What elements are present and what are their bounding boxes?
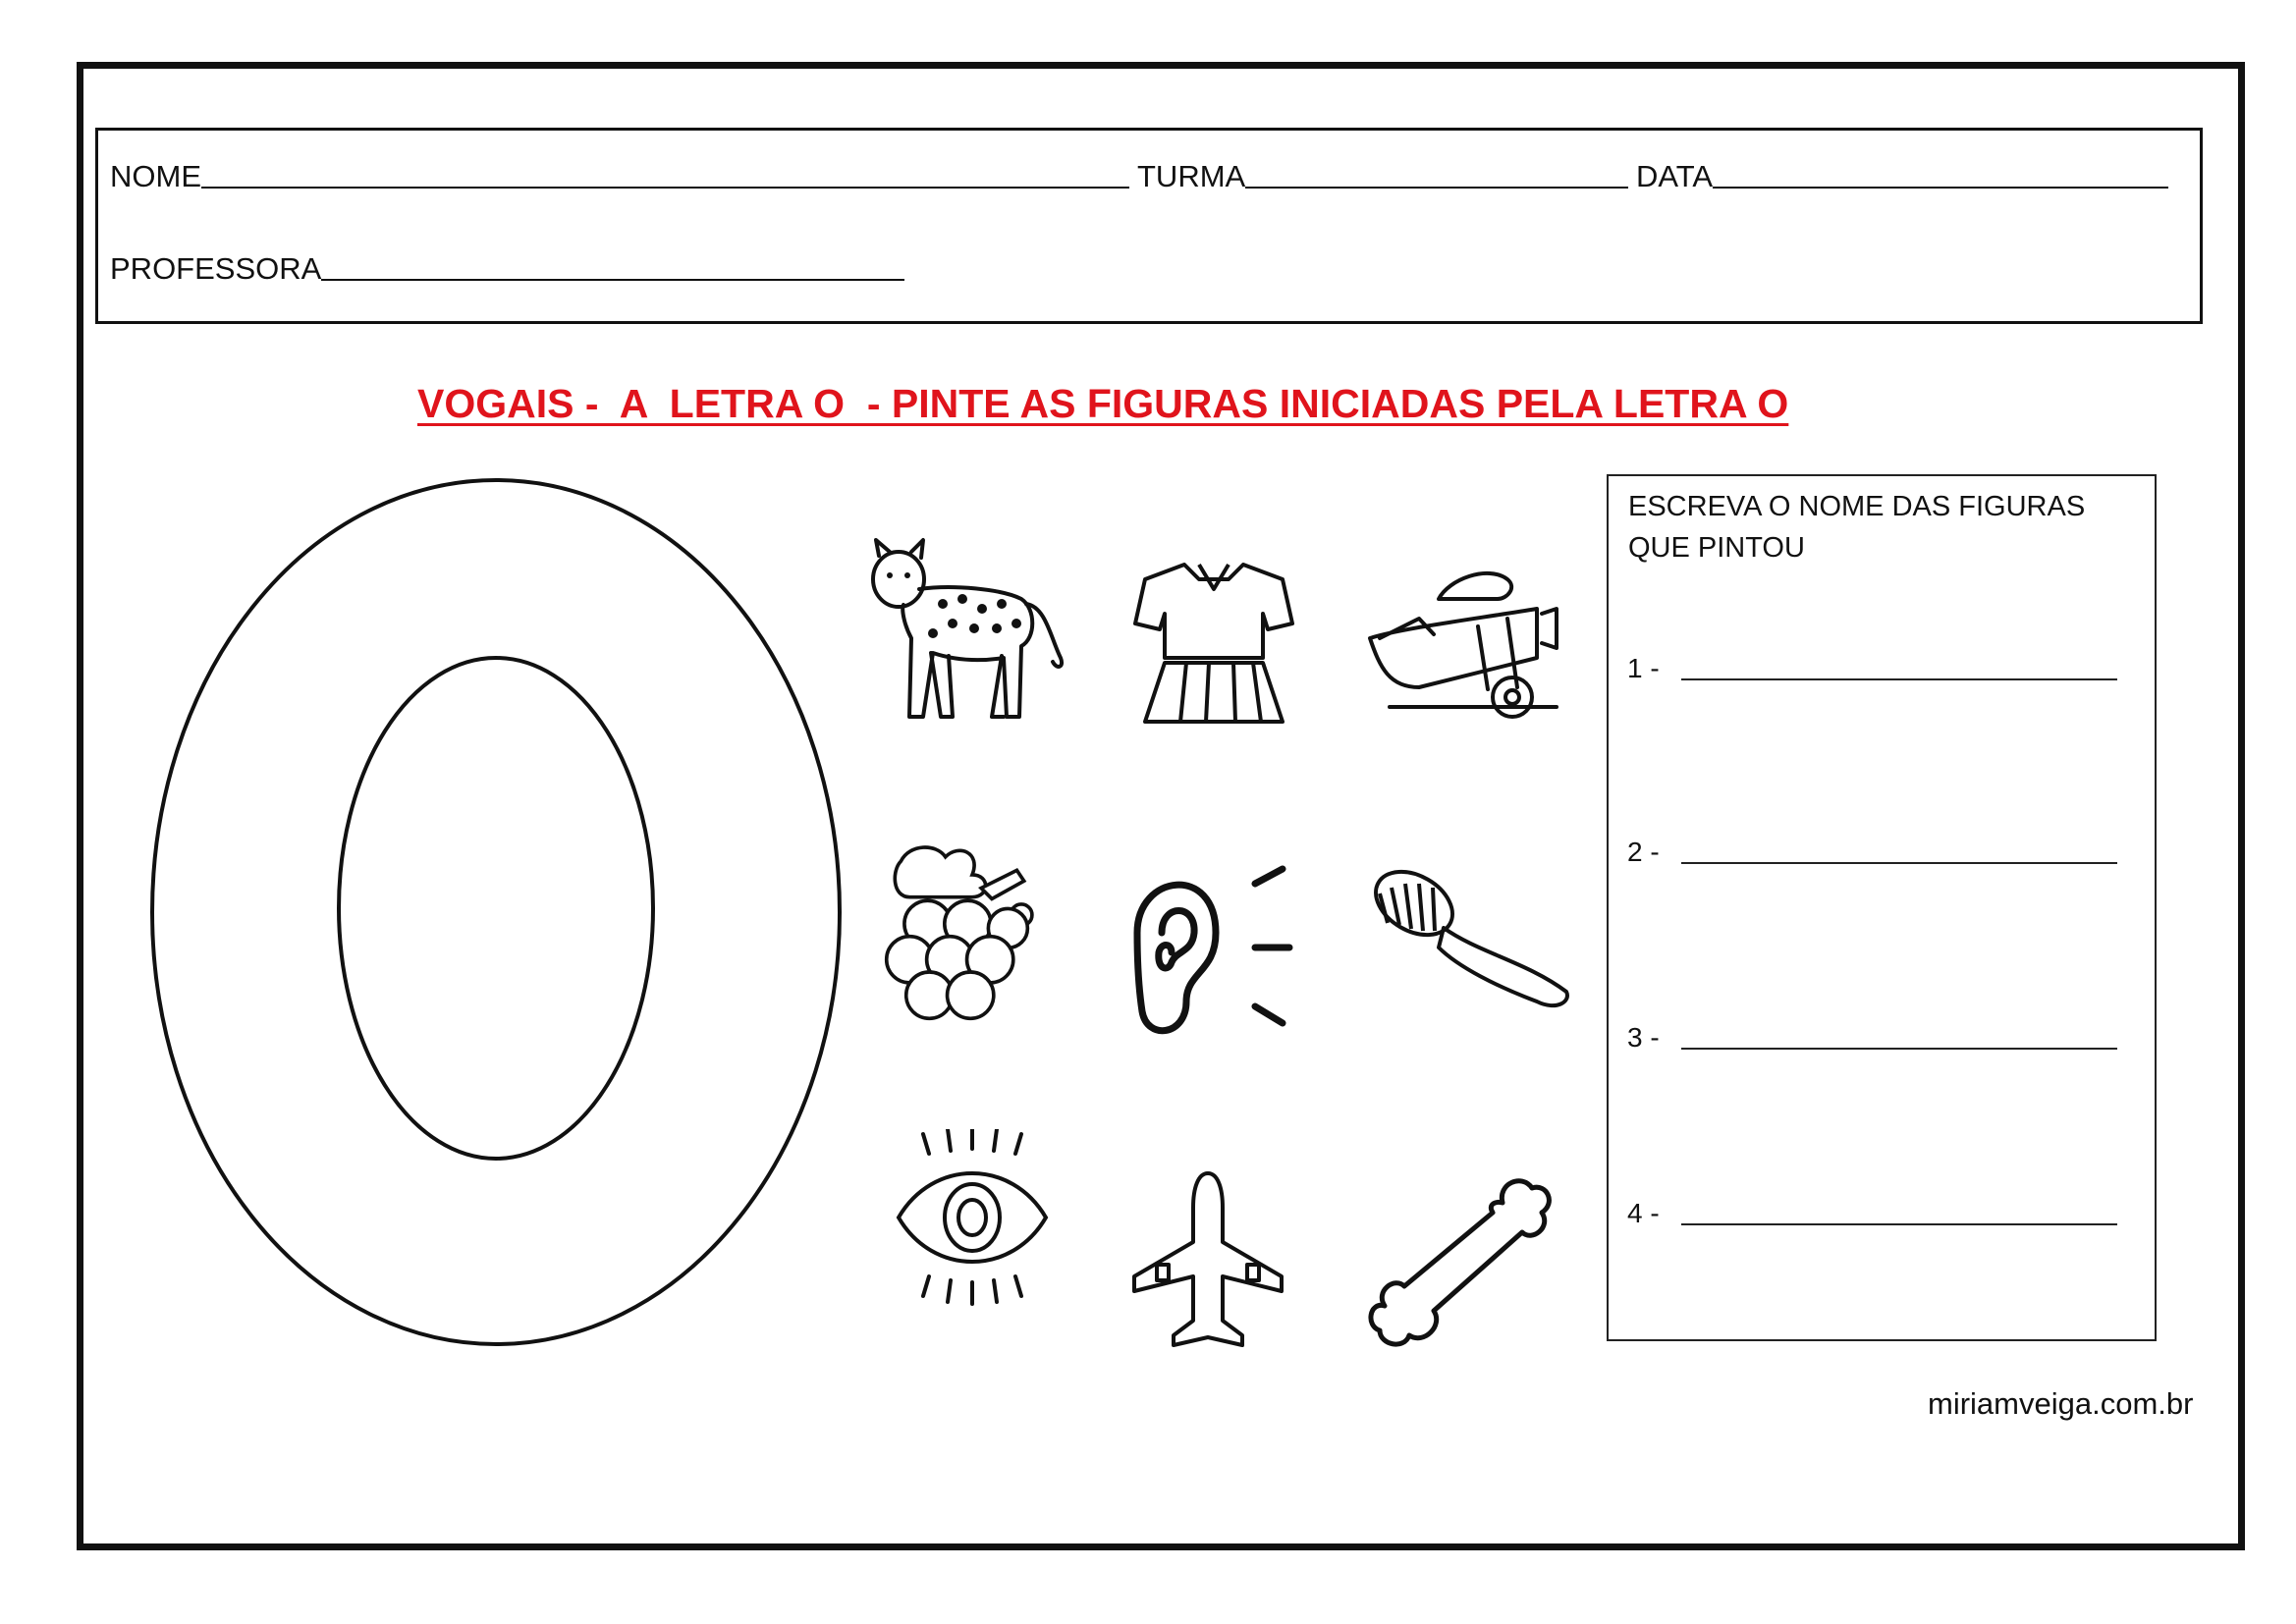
answer-number: 4 - — [1627, 1198, 1660, 1228]
airplane-icon[interactable] — [1129, 1168, 1345, 1365]
student-info-box — [95, 128, 2203, 324]
answer-line-4[interactable] — [1627, 1198, 2117, 1229]
answer-number: 2 - — [1627, 837, 1660, 867]
teacher-label: PROFESSORA — [110, 251, 322, 286]
hairbrush-icon[interactable] — [1360, 854, 1576, 1051]
date-label: DATA — [1636, 159, 1714, 193]
date-field[interactable] — [1636, 159, 2168, 194]
ear-icon[interactable] — [1118, 854, 1334, 1051]
date-line[interactable] — [1713, 187, 2168, 189]
answer-underline[interactable] — [1681, 1223, 2117, 1225]
answer-underline[interactable] — [1681, 678, 2117, 680]
answer-line-3[interactable] — [1627, 1022, 2117, 1054]
teacher-field[interactable] — [110, 251, 904, 287]
uniform-icon[interactable] — [1106, 545, 1322, 741]
class-label: TURMA — [1137, 159, 1246, 193]
leopard-icon[interactable] — [854, 530, 1070, 727]
name-line[interactable] — [201, 187, 1129, 189]
grapes-icon[interactable] — [864, 835, 1080, 1031]
class-line[interactable] — [1245, 187, 1628, 189]
answer-underline[interactable] — [1681, 1048, 2117, 1050]
answer-underline[interactable] — [1681, 862, 2117, 864]
answer-line-1[interactable] — [1627, 653, 2117, 684]
answer-line-2[interactable] — [1627, 837, 2117, 868]
answer-number: 3 - — [1627, 1022, 1660, 1053]
answer-box-title: ESCREVA O NOME DAS FIGURAS QUE PINTOU — [1628, 491, 2086, 564]
worksheet-title: VOGAIS - A LETRA O - PINTE AS FIGURAS INICIADAS PELA LETRA O — [417, 381, 1789, 426]
answer-number: 1 - — [1627, 653, 1660, 683]
biplane-icon[interactable] — [1360, 540, 1576, 736]
name-label: NOME — [110, 159, 201, 193]
big-letter-o[interactable] — [147, 476, 845, 1350]
name-field[interactable] — [110, 159, 1129, 194]
eye-icon[interactable] — [894, 1129, 1110, 1326]
bone-icon[interactable] — [1365, 1173, 1581, 1370]
teacher-line[interactable] — [321, 279, 904, 281]
class-field[interactable] — [1137, 159, 1628, 194]
website-credit: miriamveiga.com.br — [1928, 1386, 2194, 1421]
